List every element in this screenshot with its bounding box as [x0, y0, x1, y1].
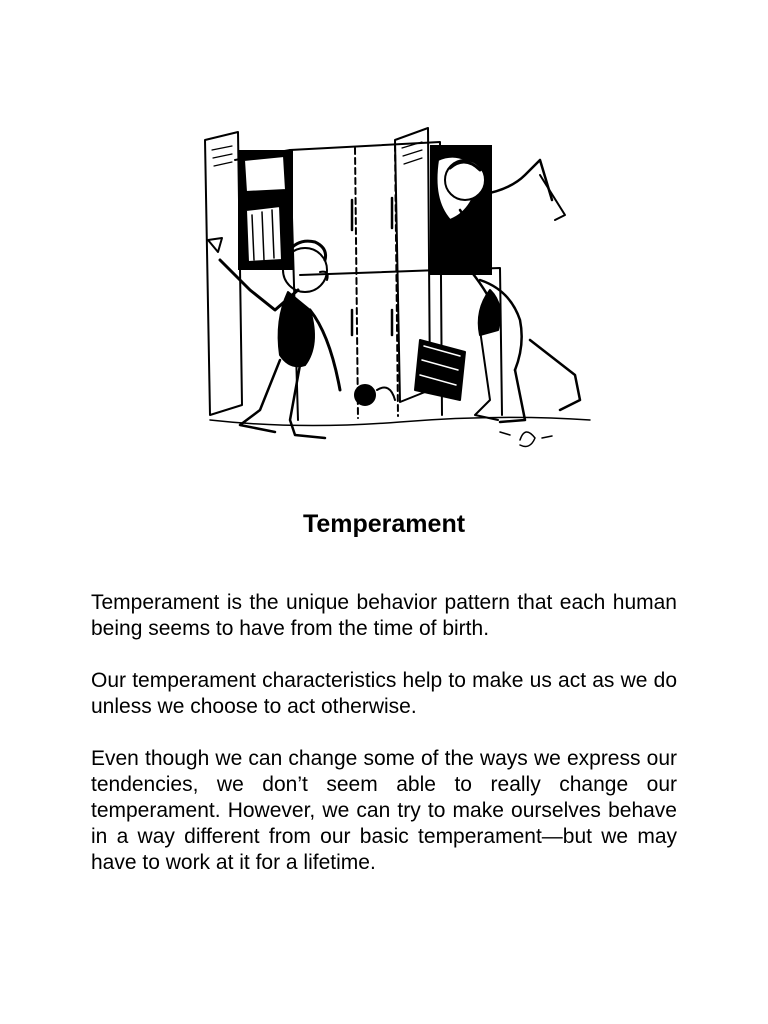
locker-cartoon-drawing — [180, 120, 620, 480]
paragraph-2: Our temperament characteristics help to make us act as we do unless we choose to act otherwise. — [91, 669, 677, 718]
paragraph-1: Temperament is the unique behavior pattern that each human being seems to have from the time of birth. — [91, 591, 677, 640]
paragraph-3: Even though we can change some of the ways we express our tendencies, we don’t seem able to really change our temperament. However, we can try to make ourselves behave in a way different from our basic temperament—but we may have to work at it for a lifetime. — [91, 747, 677, 874]
body-text — [91, 590, 677, 902]
locker-cartoon-illustration — [180, 120, 620, 480]
page-title: Temperament — [302, 510, 466, 538]
